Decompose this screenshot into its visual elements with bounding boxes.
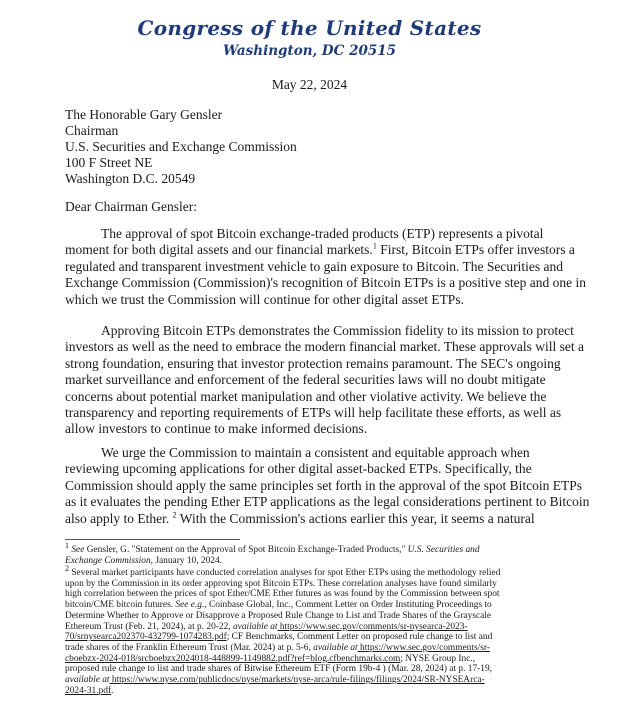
paragraph-line — [65, 241, 575, 258]
paragraph-line: which we trust the Commission will continue for other digital asset ETPs. — [65, 291, 464, 307]
footnote-divider — [65, 539, 240, 540]
footnote-text: Ethereum Trust (Feb. 21, 2024), at p. 20-22, — [65, 621, 233, 632]
footnote-line — [65, 556, 585, 567]
footnote-line: high correlation between the prices of spot Ether/CME Ether futures as was found by the Commission between spot — [65, 589, 500, 600]
footnote-text: . — [111, 685, 114, 696]
recipient-street: 100 F Street NE — [65, 155, 153, 170]
paragraph-line: strong foundation, ensuring that investor protection remains paramount. The SEC's ongoing — [65, 355, 561, 371]
footnote-1 — [65, 540, 585, 566]
footnote-line: proposed rule change to list and trade shares of Bitwise Ethereum ETF (Form 19b-4 ) (Mar. 28, 2024) at p. 17-19, — [65, 664, 492, 675]
paragraph-text: also apply to Ether. — [65, 510, 173, 526]
footnote-2 — [65, 563, 585, 696]
footnote-source: Exchange Commission — [65, 555, 151, 566]
paragraph-line: Commission should apply the same principles set forth in the approval of the spot Bitcoin ETPs — [65, 477, 583, 493]
recipient-address — [65, 107, 297, 187]
footnote-ref-2[interactable]: 2 — [172, 510, 177, 520]
paragraph-line: market surveillance and enforcement of the federal securities laws will no doubt mitigate — [65, 372, 546, 388]
paragraph-text: First, Bitcoin ETPs offer investors a — [376, 242, 575, 258]
paragraph-1 — [65, 226, 587, 308]
footnote-line — [65, 632, 585, 643]
footnote-number: 2 — [65, 563, 69, 573]
footnote-line — [65, 563, 585, 579]
salutation: Dear Chairman Gensler: — [65, 199, 197, 214]
footnote-text: Several market participants have conducted correlation analyses for spot Ether ETPs using the methodology relied — [69, 568, 501, 578]
letterhead-location: Washington, DC 20515 — [222, 43, 397, 59]
footnote-line — [65, 600, 585, 611]
paragraph-line: as it evaluates the pending Ether ETP applications as the legal considerations pertinent to Bitcoin — [65, 494, 590, 510]
footnote-link[interactable]: 2024-31.pdf — [65, 685, 112, 696]
footnote-available-at: available at — [232, 621, 278, 632]
paragraph-line: The approval of spot Bitcoin exchange-traded products (ETP) represents a pivotal — [101, 226, 544, 241]
letterhead-title: Congress of the United States — [137, 16, 482, 40]
footnote-ref-1[interactable]: 1 — [372, 241, 377, 251]
paragraph-line: reviewing upcoming applications for other digital asset-backed ETPs. Specifically, the — [65, 461, 532, 477]
paragraph-line: Exchange Commission (Commission)'s recognition of Bitcoin ETPs is a positive step and one in — [65, 275, 587, 291]
recipient-name: The Honorable Gary Gensler — [65, 107, 223, 122]
footnote-see: See e.g. — [175, 600, 205, 611]
letter-date: May 22, 2024 — [271, 77, 348, 92]
footnote-see: See — [71, 545, 85, 555]
paragraph-line: We urge the Commission to maintain a consistent and equitable approach when — [101, 445, 530, 460]
footnote-link[interactable]: cboebzx-2024-018/srcboebzx2024018-448899-1149882.pdf?ref=blog.cfbenchmarks.com — [65, 653, 401, 664]
footnote-line: upon by the Commission in its order approving spot Bitcoin ETPs. These correlation analyses have found similarly — [65, 578, 497, 589]
paragraph-text: With the Commission's actions earlier this year, it seems a natural — [176, 510, 535, 526]
footnote-link[interactable]: https://www.sec.gov/comments/sr- — [357, 642, 490, 653]
paragraph-text: moment for both digital assets and our financial markets. — [65, 242, 373, 258]
footnote-text: , January 10, 2024. — [150, 555, 223, 566]
paragraph-line: concerns about potential market manipulation and other violative activity. We believe the — [65, 388, 547, 404]
footnote-text: bitcoin/CME bitcoin futures. — [65, 600, 176, 611]
footnote-text: trade shares of the Franklin Ethereum Trust (Mar. 2024) at p. 5-6, — [65, 642, 314, 653]
recipient-title: Chairman — [65, 123, 119, 138]
footnote-text: ; NYSE Group Inc., — [400, 653, 476, 664]
footnote-link[interactable]: 70/srnysearca202370-432799-1074283.pdf — [65, 632, 227, 643]
footnote-line — [65, 643, 585, 654]
footnote-text: ; CF Benchmarks, Comment Letter on proposed rule change to list and — [226, 632, 493, 643]
paragraph-2 — [65, 323, 584, 438]
footnote-line — [65, 540, 585, 556]
footnote-available-at: available at — [313, 642, 358, 653]
footnote-text: , Coinbase Global, Inc., Comment Letter on Order Instituting Proceedings to — [204, 600, 492, 611]
paragraph-line — [65, 511, 570, 527]
footnote-line — [65, 622, 585, 633]
recipient-agency: U.S. Securities and Exchange Commission — [65, 139, 297, 154]
recipient-city: Washington D.C. 20549 — [65, 171, 196, 186]
paragraph-3 — [65, 445, 590, 527]
footnote-line — [65, 654, 585, 665]
footnote-line — [65, 675, 585, 686]
footnote-line: Determine Whether to Approve or Disapprove a Proposed Rule Change to List and Trade Shares of the Grayscale — [65, 610, 492, 621]
footnote-line — [65, 686, 585, 697]
footnote-link[interactable]: https://www.nyse.com/publicdocs/nyse/markets/nyse-arca/rule-filings/filings/2024/SR-NYSEArca- — [109, 675, 485, 686]
footnote-source: U.S. Securities and — [407, 545, 480, 555]
paragraph-line: transparency and reporting requirements of ETPs will help facilitate these efforts, as well as — [65, 405, 562, 421]
paragraph-line: investors as well as the need to embrace the modern financial market. These approvals will set a — [65, 339, 584, 355]
footnote-available-at: available at — [65, 675, 110, 686]
footnote-link[interactable]: https://www.sec.gov/comments/sr-nysearca-2023- — [277, 621, 468, 632]
paragraph-line: regulated and transparent investment vehicle to gain exposure to Bitcoin. The Securities and — [65, 258, 563, 274]
paragraph-line: allow investors to continue to make informed decisions. — [65, 421, 368, 437]
footnote-text: Gensler, G. "Statement on the Approval of Spot Bitcoin Exchange-Traded Products," — [84, 545, 408, 555]
paragraph-line: Approving Bitcoin ETPs demonstrates the Commission fidelity to its mission to protect — [101, 323, 574, 338]
footnote-number: 1 — [65, 540, 69, 550]
